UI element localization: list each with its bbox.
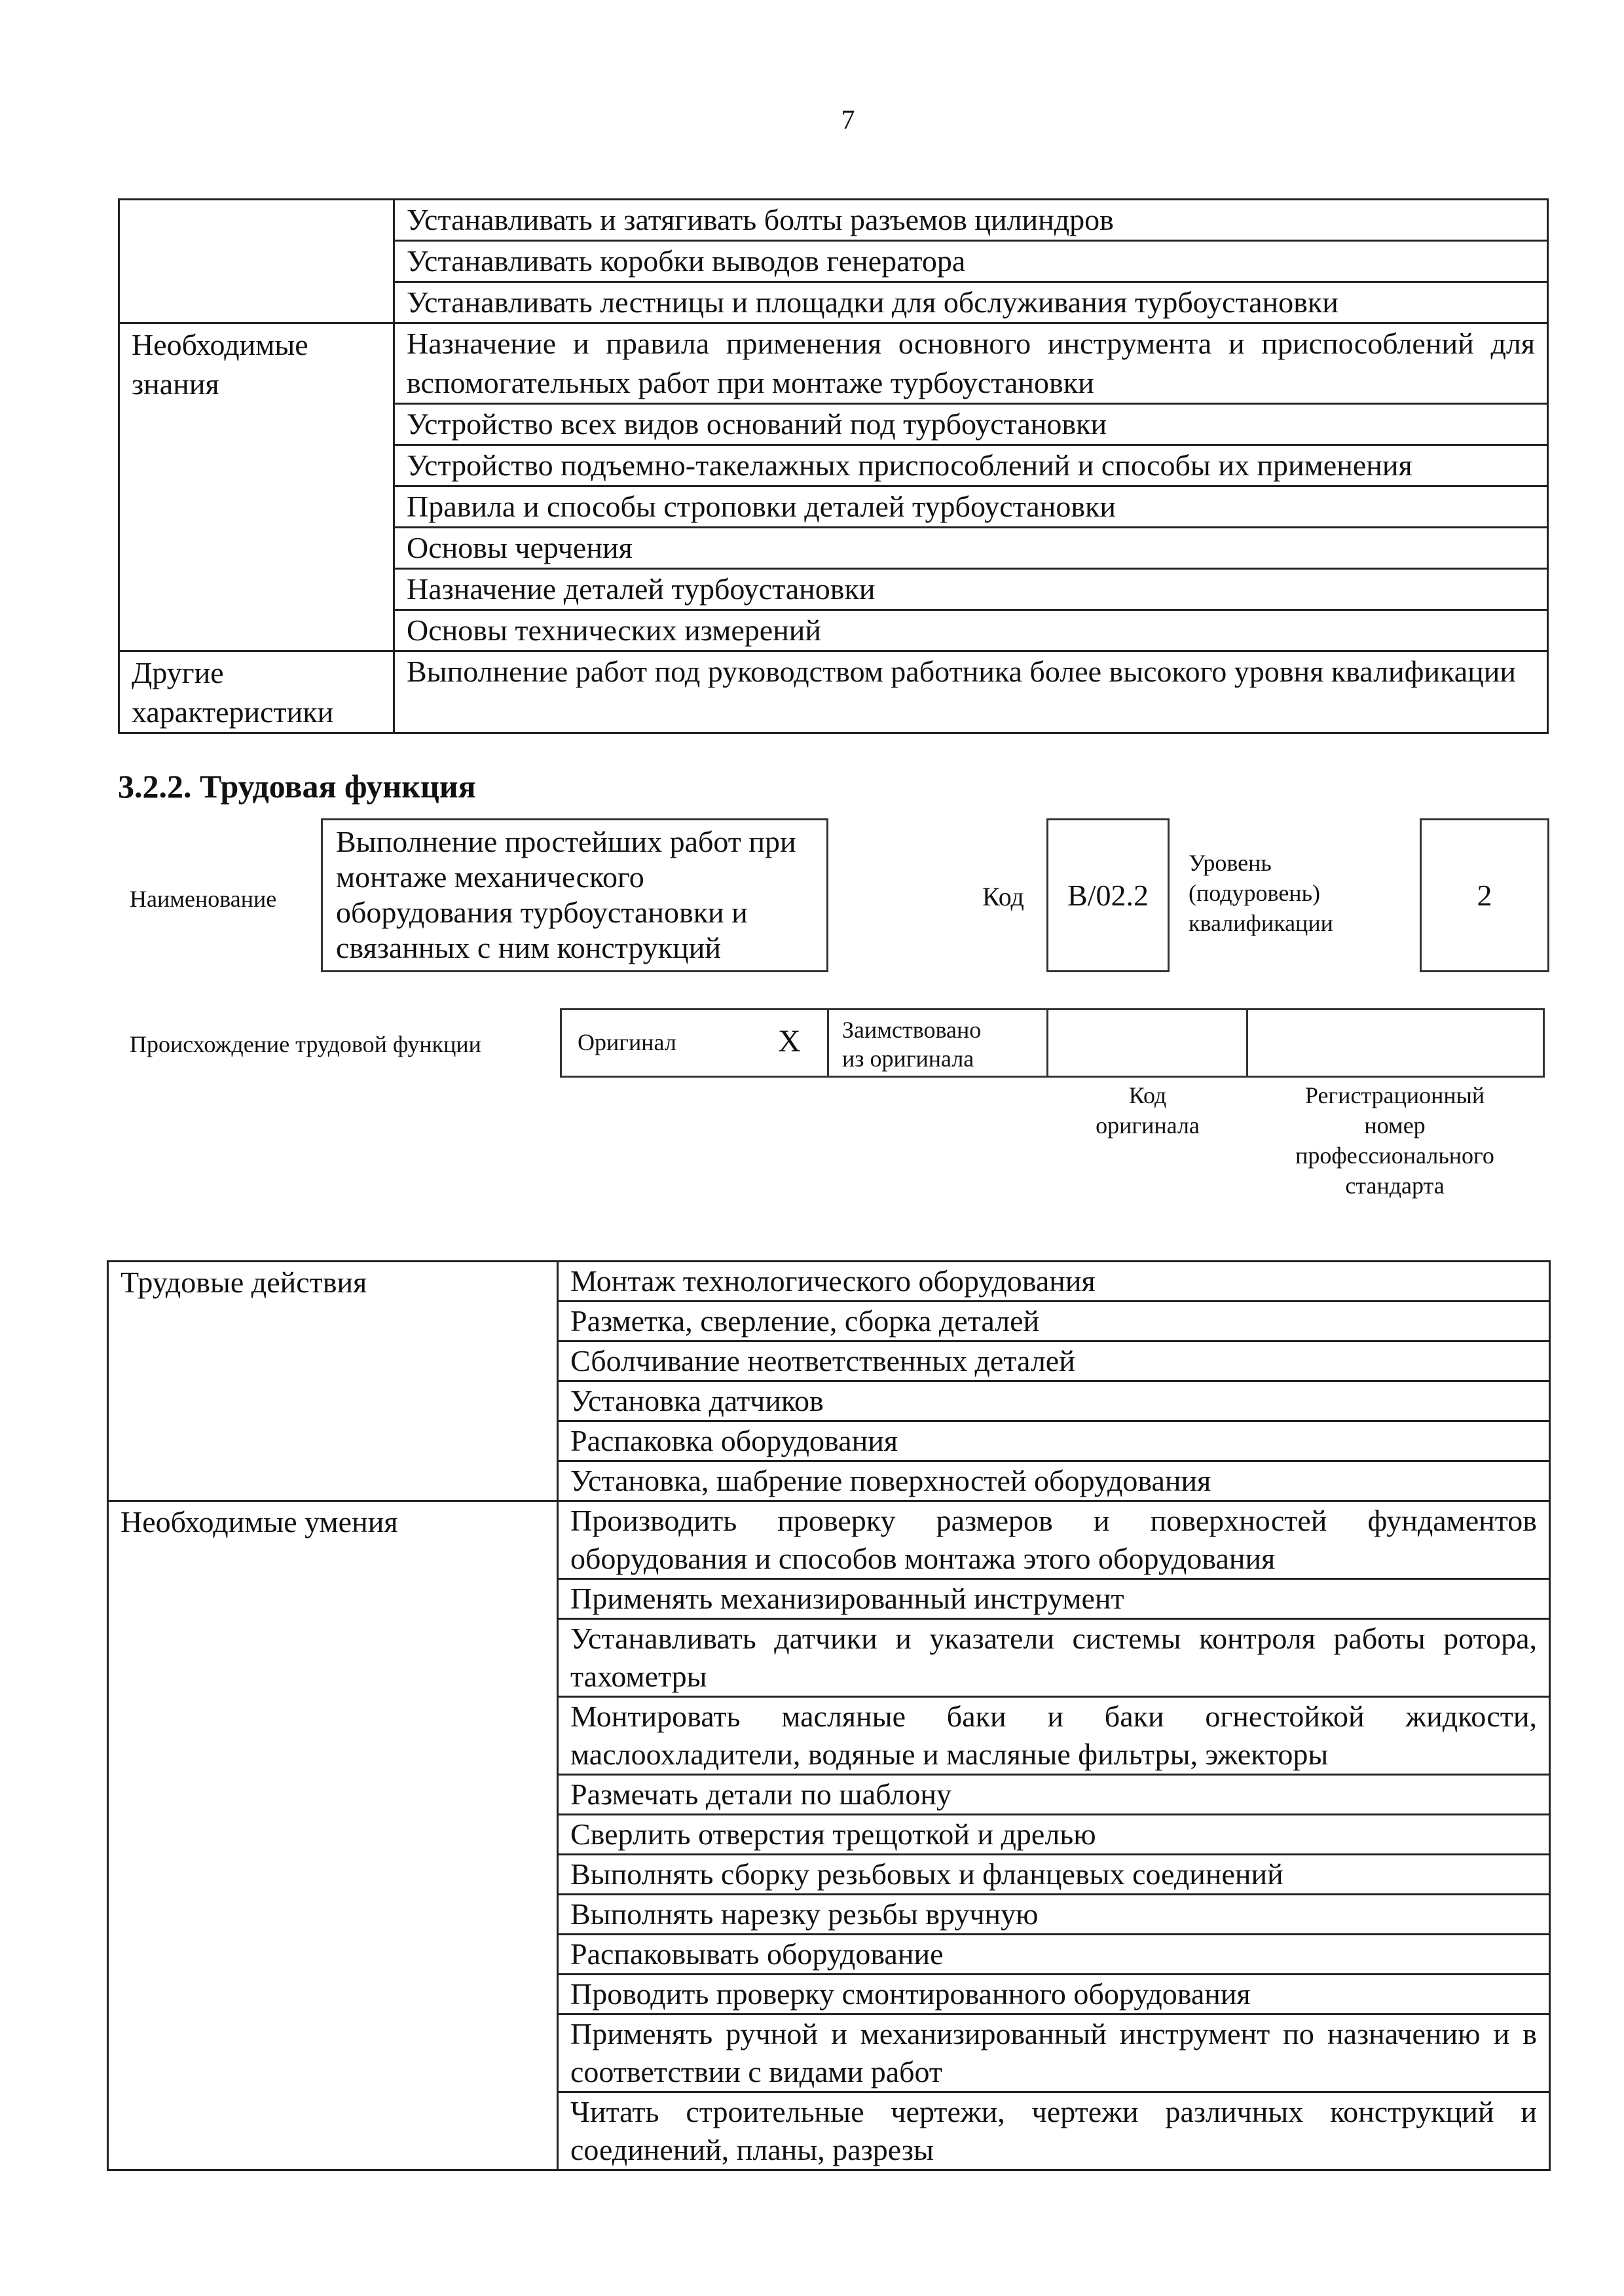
page-number: 7 (841, 105, 855, 136)
origin-borrowed-line: из оригинала (842, 1046, 974, 1072)
table-row: Размечать детали по шаблону (558, 1775, 1550, 1815)
name-label: Наименование (130, 886, 277, 912)
table-row: Правила и способы строповки деталей турбоустановки (394, 486, 1548, 528)
skills-label: Необходимые умения (108, 1501, 558, 2170)
table-row: Установка, шабрение поверхностей оборудования (558, 1461, 1550, 1501)
caption-code-original (1048, 1080, 1247, 1140)
caption-line: оригинала (1096, 1112, 1200, 1139)
table-row: Выполнение работ под руководством работника более высокого уровня квалификации (394, 651, 1548, 733)
table-row: Основы черчения (394, 528, 1548, 569)
table-row: Устанавливать датчики и указатели системы контроля работы ротора, тахометры (558, 1619, 1550, 1697)
table-row: Устанавливать и затягивать болты разъемов цилиндров (394, 200, 1548, 241)
origin-borrowed-text (842, 1015, 981, 1073)
actions-label: Трудовые действия (108, 1262, 558, 1501)
table-top (118, 198, 1549, 734)
table-row: Проводить проверку смонтированного оборудования (558, 1975, 1550, 2014)
level-value: 2 (1477, 879, 1492, 912)
table-row: Устройство всех видов оснований под турбоустановки (394, 404, 1548, 445)
origin-code-cell (1048, 1010, 1248, 1076)
other-label: Другие характеристики (119, 651, 394, 733)
code-value-box (1046, 818, 1170, 972)
caption-registration-number (1247, 1080, 1542, 1201)
level-label (1189, 848, 1333, 938)
origin-row (560, 1008, 1545, 1078)
level-label-line: квалификации (1189, 910, 1333, 936)
origin-borrowed-cell (829, 1010, 1048, 1076)
table-row: Сболчивание неответственных деталей (558, 1341, 1550, 1381)
table-row: Распаковка оборудования (558, 1421, 1550, 1461)
caption-line: профессионального (1295, 1142, 1494, 1169)
table-row: Устанавливать коробки выводов генератора (394, 241, 1548, 282)
table-bottom (107, 1260, 1551, 2171)
table-row: Применять ручной и механизированный инструмент по назначению и в соответствии с видами работ (558, 2014, 1550, 2092)
table-row: Установка датчиков (558, 1381, 1550, 1421)
name-value-box: Выполнение простейших работ при монтаже механического оборудования турбоустановки и связанных с ним конструкций (321, 818, 828, 972)
code-value: B/02.2 (1067, 879, 1149, 912)
table-row: Устанавливать лестницы и площадки для обслуживания турбоустановки (394, 282, 1548, 323)
origin-label: Происхождение трудовой функции (130, 1031, 481, 1057)
origin-original-text: Оригинал (578, 1029, 676, 1055)
level-label-line: (подуровень) (1189, 880, 1320, 906)
code-label: Код (982, 882, 1024, 911)
origin-borrowed-line: Заимствовано (842, 1017, 982, 1043)
table-row: Сверлить отверстия трещоткой и дрелью (558, 1815, 1550, 1855)
table-row: Производить проверку размеров и поверхностей фундаментов оборудования и способов монтажа этого оборудования (558, 1501, 1550, 1579)
caption-line: стандарта (1345, 1173, 1445, 1199)
table-row: Выполнять сборку резьбовых и фланцевых соединений (558, 1855, 1550, 1895)
caption-line: номер (1364, 1112, 1426, 1139)
table-row: Назначение деталей турбоустановки (394, 569, 1548, 610)
caption-line: Код (1128, 1082, 1167, 1108)
table-row: Монтаж технологического оборудования (558, 1262, 1550, 1302)
level-label-line: Уровень (1189, 850, 1272, 876)
origin-original-cell (562, 1010, 829, 1076)
level-value-box (1420, 818, 1549, 972)
table-row: Читать строительные чертежи, чертежи различных конструкций и соединений, планы, разрезы (558, 2092, 1550, 2170)
table-row: Устройство подъемно-такелажных приспособлений и способы их применения (394, 445, 1548, 486)
origin-mark: X (778, 1024, 801, 1059)
origin-reg-cell (1248, 1010, 1543, 1076)
caption-line: Регистрационный (1304, 1082, 1485, 1108)
section-title: 3.2.2. Трудовая функция (118, 768, 476, 805)
table-row: Назначение и правила применения основного инструмента и приспособлений для вспомогательных работ при монтаже турбоустановки (394, 323, 1548, 404)
empty-label-cell (119, 200, 394, 323)
table-row: Разметка, сверление, сборка деталей (558, 1302, 1550, 1341)
table-row: Основы технических измерений (394, 610, 1548, 651)
table-row: Распаковывать оборудование (558, 1935, 1550, 1975)
table-row: Применять механизированный инструмент (558, 1579, 1550, 1619)
knowledge-label: Необходимые знания (119, 323, 394, 651)
table-row: Монтировать масляные баки и баки огнестойкой жидкости, маслоохладители, водяные и масляные фильтры, эжекторы (558, 1697, 1550, 1775)
table-row: Выполнять нарезку резьбы вручную (558, 1895, 1550, 1935)
